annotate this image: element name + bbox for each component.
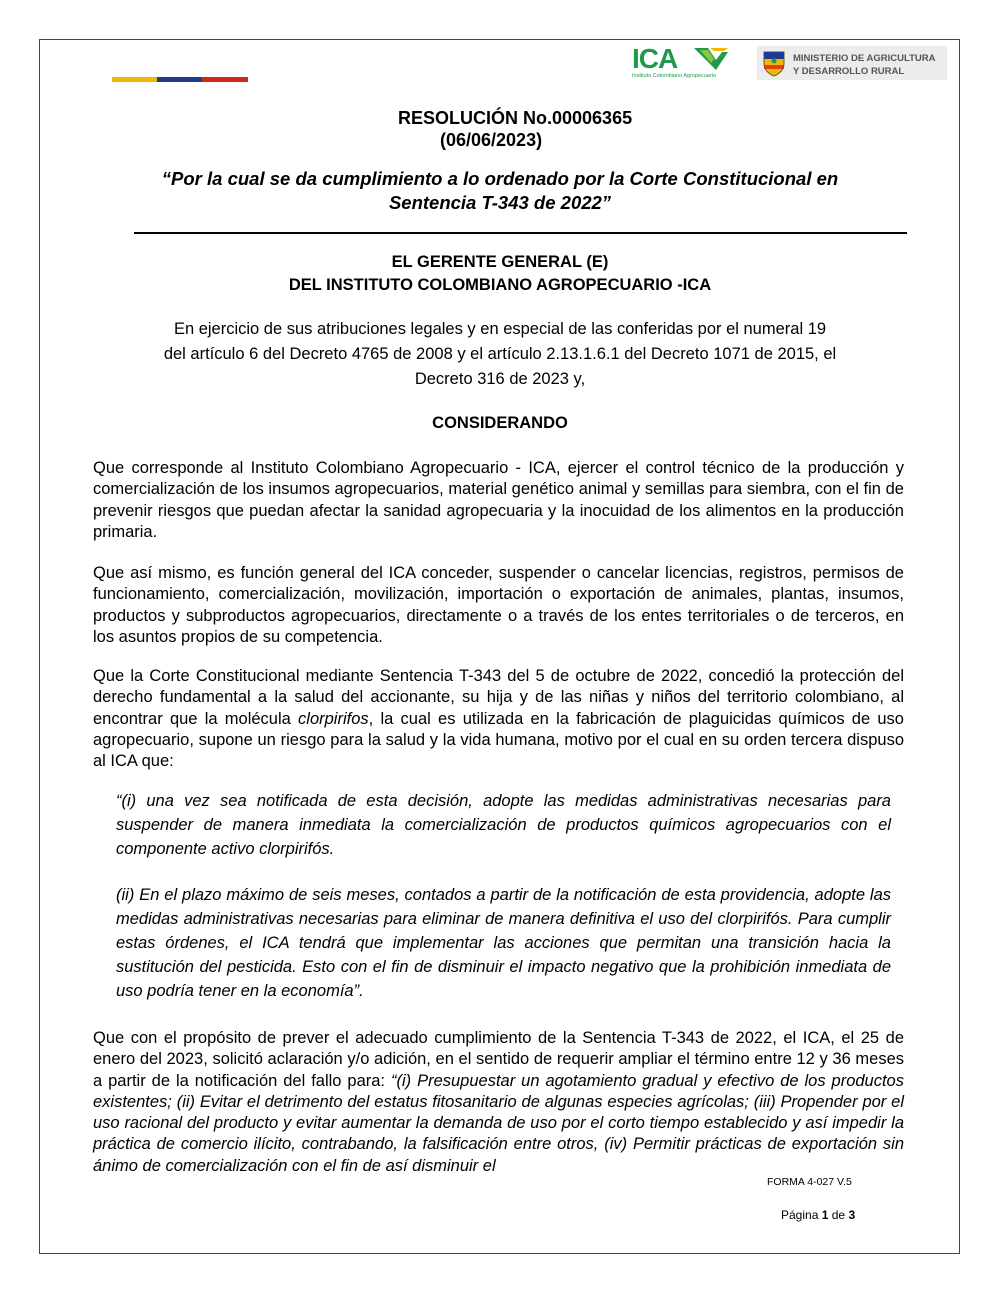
quote-2: (ii) En el plazo máximo de seis meses, contados a partir de la notificación de esta providencia, adopte las medidas administrativas necesarias para eliminar de manera definitiva el uso del clorpirifós. Para cumplir estas órdenes, el ICA tendrá que implementar las acciones que permitan una transición hacia la sustitución del pesticida. Esto con el fin de disminuir el impacto negativo que la prohibición inmediata de uso podría tener en la economía”. xyxy=(116,886,891,1000)
page-current: 1 xyxy=(821,1208,829,1222)
flag-stripe-blue xyxy=(157,77,202,82)
resolution-title-line-2: Sentencia T-343 de 2022” xyxy=(388,192,612,213)
page-of: de xyxy=(831,1208,846,1222)
page-word: Página xyxy=(781,1208,819,1222)
issuer-heading-2: DEL INSTITUTO COLOMBIANO AGROPECUARIO -ICA xyxy=(288,276,712,294)
paragraph-4-text: Que con el propósito de prever el adecuado cumplimiento de la Sentencia T-343 de 2022, el ICA, el 25 de enero del 2023, solicitó aclaración y/o adición, en el sentido de requerir ampliar el término entre 12 y 36 meses a partir de la notificación del fallo para: xyxy=(93,1029,904,1090)
ministry-logo xyxy=(757,46,947,80)
intro-line-2: del artículo 6 del Decreto 4765 de 2008 y el artículo 2.13.1.6.1 del Decreto 1071 de 2015, el xyxy=(163,345,837,363)
paragraph-3-text-b: , la cual es utilizada en la fabricación de plaguicidas químicos de uso agropecuario, supone un riesgo para la salud y la vida humana, motivo por el cual en su orden tercera dispuso al ICA que: xyxy=(93,709,904,771)
intro-line-3: Decreto 316 de 2023 y, xyxy=(414,370,586,388)
page-total: 3 xyxy=(848,1208,856,1222)
considerando-heading: CONSIDERANDO xyxy=(432,414,568,432)
coat-of-arms-icon xyxy=(761,49,787,77)
paragraph-3-text-a: Que la Corte Constitucional mediante Sentencia T-343 del 5 de octubre de 2022, concedió la protección del derecho fundamental a la salud del accionante, su hija y de las niñas y niños del territorio colombiano, al encontrar que la molécula xyxy=(93,667,904,728)
ica-logo-text: ICA xyxy=(632,43,678,74)
ica-logo xyxy=(632,44,732,82)
title-divider xyxy=(134,232,907,234)
page-number xyxy=(781,1208,855,1222)
quote-1: “(i) una vez sea notificada de esta decisión, adopte las medidas administrativas necesarias para suspender de manera inmediata la comercialización de productos químicos agropecuarios con el componente activo clorpirifós. xyxy=(116,792,891,858)
resolution-title-line-1: “Por la cual se da cumplimiento a lo ordenado por la Corte Constitucional en xyxy=(161,168,839,189)
paragraph-2: Que así mismo, es función general del ICA conceder, suspender o cancelar licencias, registros, permisos de funcionamiento, comercialización, movilización, importación o exportación de animales, plantas, insumos, productos y subproductos agropecuarios, directamente o a través de los entes territoriales o de terceros, en los asuntos propios de su competencia. xyxy=(93,564,904,646)
resolution-number: RESOLUCIÓN No.00006365 xyxy=(398,108,633,128)
intro-line-1: En ejercicio de sus atribuciones legales y en especial de las conferidas por el numeral 19 xyxy=(173,320,827,338)
issuer-heading-1: EL GERENTE GENERAL (E) xyxy=(391,253,609,271)
paragraph-3 xyxy=(93,666,904,772)
form-code: FORMA 4-027 V.5 xyxy=(767,1176,852,1188)
ica-leaf-icon xyxy=(694,46,728,70)
resolution-date: (06/06/2023) xyxy=(440,130,543,150)
paragraph-1: Que corresponde al Instituto Colombiano Agropecuario - ICA, ejercer el control técnico de la producción y comercialización de los insumos agropecuarios, material genético animal y semillas para siembra, con el fin de prevenir riesgos que puedan afectar la sanidad agropecuaria y la inocuidad de los alimentos en la producción primaria. xyxy=(93,459,904,541)
ica-logo-subtitle: Instituto Colombiano Agropecuario xyxy=(632,73,717,79)
paragraph-4 xyxy=(93,1028,904,1177)
flag-stripe-red xyxy=(202,77,248,82)
paragraph-4-quote: “(i) Presupuestar un agotamiento gradual y efectivo de los productos existentes; (ii) Evitar el detrimento del estatus fitosanitario de algunas especies agrícolas; (iii) Propender por el uso racional del producto y evitar aumentar la demanda de uso por el corto tiempo establecido y así impedir la práctica de comercio ilícito, contrabando, la falsificación entre otros, (iv) Permitir prácticas de exportación sin ánimo de comercialización con el fin de así disminuir el xyxy=(93,1071,904,1175)
ministry-line-1: MINISTERIO DE AGRICULTURA xyxy=(793,53,936,64)
paragraph-3-molecule: clorpirifos xyxy=(298,709,369,728)
ministry-name xyxy=(793,52,936,78)
flag-stripe-yellow xyxy=(112,77,157,82)
ministry-line-2: Y DESARROLLO RURAL xyxy=(793,66,905,77)
